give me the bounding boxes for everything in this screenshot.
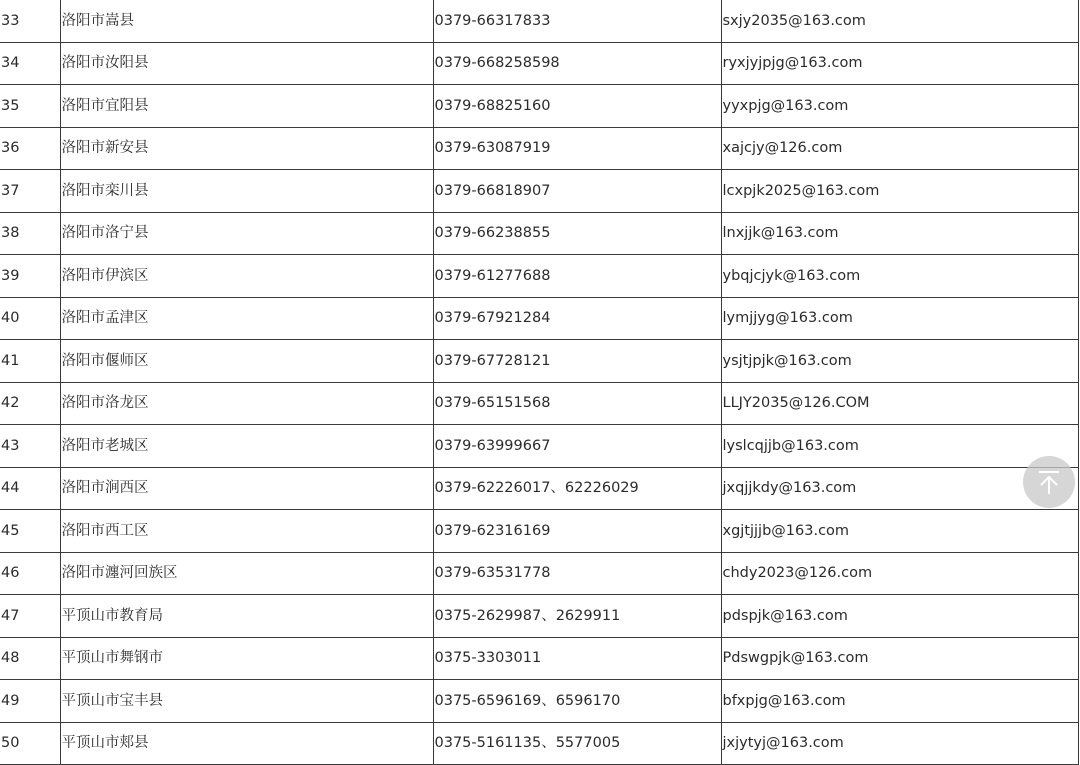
row-number-cell: 37 (0, 170, 60, 213)
row-number-cell: 34 (0, 42, 60, 85)
region-cell: 洛阳市汝阳县 (60, 42, 433, 85)
region-cell: 平顶山市宝丰县 (60, 680, 433, 723)
phone-cell: 0379-66818907 (433, 170, 721, 213)
email-cell: pdspjk@163.com (721, 595, 1078, 638)
table-row (0, 680, 1078, 723)
region-cell: 洛阳市嵩县 (60, 0, 433, 42)
email-cell: LLJY2035@126.COM (721, 382, 1078, 425)
row-number-cell: 35 (0, 85, 60, 128)
email-cell: ybqjcjyk@163.com (721, 255, 1078, 298)
email-cell: ryxjyjpjg@163.com (721, 42, 1078, 85)
phone-cell: 0379-668258598 (433, 42, 721, 85)
phone-cell: 0379-66317833 (433, 0, 721, 42)
region-cell: 洛阳市西工区 (60, 510, 433, 553)
phone-cell: 0379-68825160 (433, 85, 721, 128)
phone-cell: 0375-3303011 (433, 637, 721, 680)
table-row (0, 255, 1078, 298)
email-cell: ysjtjpjk@163.com (721, 340, 1078, 383)
row-number-cell: 50 (0, 722, 60, 765)
phone-cell: 0379-63531778 (433, 552, 721, 595)
table-row (0, 637, 1078, 680)
email-cell: sxjy2035@163.com (721, 0, 1078, 42)
region-cell: 洛阳市涧西区 (60, 467, 433, 510)
row-number-cell: 47 (0, 595, 60, 638)
phone-cell: 0375-5161135、5577005 (433, 722, 721, 765)
region-cell: 平顶山市舞钢市 (60, 637, 433, 680)
table-row (0, 382, 1078, 425)
table-row (0, 722, 1078, 765)
phone-cell: 0379-67921284 (433, 297, 721, 340)
email-cell: yyxpjg@163.com (721, 85, 1078, 128)
table-row (0, 212, 1078, 255)
phone-cell: 0375-6596169、6596170 (433, 680, 721, 723)
table-row (0, 552, 1078, 595)
arrow-up-to-top-icon (1035, 468, 1063, 496)
phone-cell: 0379-66238855 (433, 212, 721, 255)
region-cell: 洛阳市伊滨区 (60, 255, 433, 298)
row-number-cell: 45 (0, 510, 60, 553)
region-cell: 洛阳市洛宁县 (60, 212, 433, 255)
row-number-cell: 33 (0, 0, 60, 42)
phone-cell: 0379-62226017、62226029 (433, 467, 721, 510)
email-cell: jxjytyj@163.com (721, 722, 1078, 765)
email-cell: Pdswgpjk@163.com (721, 637, 1078, 680)
table-row (0, 425, 1078, 468)
phone-cell: 0379-65151568 (433, 382, 721, 425)
email-cell: xgjtjjjb@163.com (721, 510, 1078, 553)
back-to-top-button[interactable] (1023, 456, 1075, 508)
phone-cell: 0379-62316169 (433, 510, 721, 553)
table-row (0, 467, 1078, 510)
region-cell: 洛阳市瀍河回族区 (60, 552, 433, 595)
table-row (0, 510, 1078, 553)
row-number-cell: 38 (0, 212, 60, 255)
row-number-cell: 48 (0, 637, 60, 680)
phone-cell: 0379-63087919 (433, 127, 721, 170)
email-cell: jxqjjkdy@163.com (721, 467, 1078, 510)
table-row (0, 595, 1078, 638)
email-cell: bfxpjg@163.com (721, 680, 1078, 723)
email-cell: lymjjyg@163.com (721, 297, 1078, 340)
region-cell: 洛阳市孟津区 (60, 297, 433, 340)
region-cell: 洛阳市老城区 (60, 425, 433, 468)
email-cell: lnxjjk@163.com (721, 212, 1078, 255)
table-row (0, 170, 1078, 213)
row-number-cell: 41 (0, 340, 60, 383)
row-number-cell: 40 (0, 297, 60, 340)
row-number-cell: 36 (0, 127, 60, 170)
region-cell: 洛阳市洛龙区 (60, 382, 433, 425)
phone-cell: 0379-67728121 (433, 340, 721, 383)
table-row (0, 85, 1078, 128)
table-row (0, 0, 1078, 42)
table-row (0, 340, 1078, 383)
region-cell: 洛阳市栾川县 (60, 170, 433, 213)
email-cell: lyslcqjjb@163.com (721, 425, 1078, 468)
table-row (0, 297, 1078, 340)
row-number-cell: 42 (0, 382, 60, 425)
row-number-cell: 46 (0, 552, 60, 595)
email-cell: chdy2023@126.com (721, 552, 1078, 595)
region-cell: 洛阳市新安县 (60, 127, 433, 170)
phone-cell: 0375-2629987、2629911 (433, 595, 721, 638)
row-number-cell: 39 (0, 255, 60, 298)
region-cell: 平顶山市郏县 (60, 722, 433, 765)
phone-cell: 0379-63999667 (433, 425, 721, 468)
row-number-cell: 43 (0, 425, 60, 468)
table-row (0, 42, 1078, 85)
phone-cell: 0379-61277688 (433, 255, 721, 298)
email-cell: xajcjy@126.com (721, 127, 1078, 170)
row-number-cell: 44 (0, 467, 60, 510)
row-number-cell: 49 (0, 680, 60, 723)
region-cell: 洛阳市宜阳县 (60, 85, 433, 128)
email-cell: lcxpjk2025@163.com (721, 170, 1078, 213)
region-cell: 洛阳市偃师区 (60, 340, 433, 383)
region-cell: 平顶山市教育局 (60, 595, 433, 638)
table-row (0, 127, 1078, 170)
